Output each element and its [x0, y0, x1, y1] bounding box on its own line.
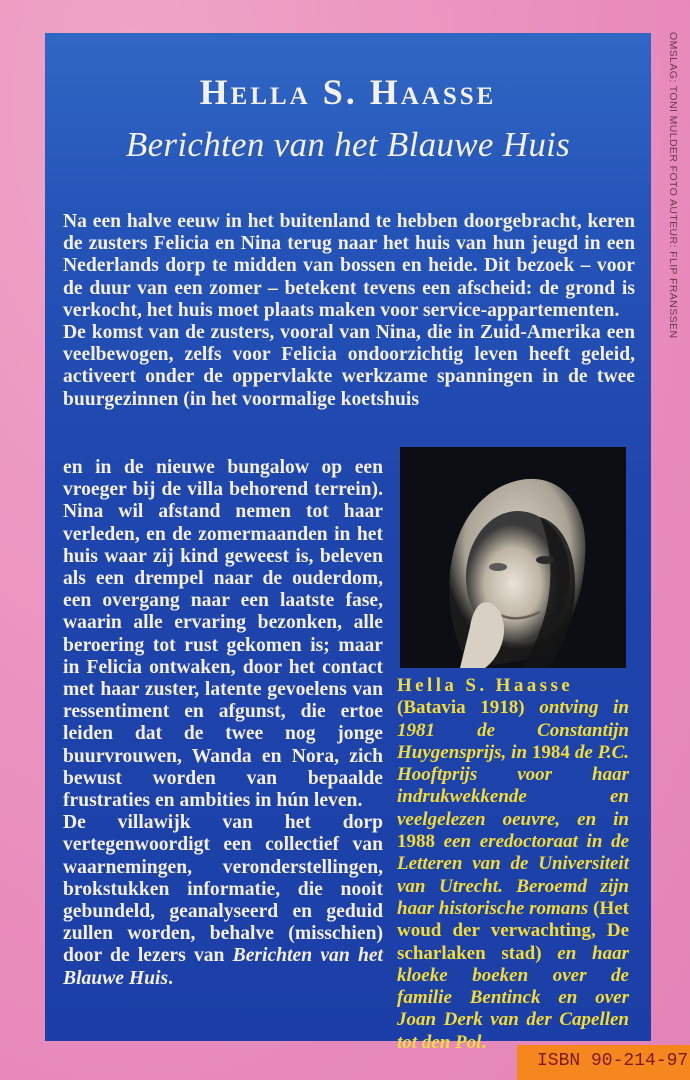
bio-year: 1984	[531, 741, 570, 763]
blurb-paragraph-2-start: De komst van de zusters, vooral van Nina, die in Zuid-Amerika een veelbewogen, zelfs voor Felicia ondoorzichtig leven heeft geleid, activeert onder de oppervlakte werkzame spanningen in de twee buurgezinnen (in het voormalige koetshuis	[63, 322, 635, 410]
blurb-title-reference: Berichten van het Blauwe Huis	[63, 945, 383, 989]
blurb-period: .	[168, 967, 173, 989]
blurb-paragraph-2-end: en in de nieuwe bungalow op een vroeger bij de villa behorend terrein). Nina wil afstand nemen tot haar verleden, en de zomermaanden in het huis waar zij kind geweest is, beleven als een drempel naar de ouderdom, een overgang naar een laatste fase, waarin alle ervaring bezonken, alle beroering tot rust gekomen is; maar in Felicia ontwaken, door het contact met haar zuster, latente gevoelens van ressentiment en afgunst, die ertoe leiden dat de twee nog jonge buurvrouwen, Wanda en Nora, zich bewust worden van bepaalde frustraties en ambities in hún leven.	[63, 457, 383, 812]
back-cover-panel	[45, 33, 651, 1053]
bio-birth: (Batavia 1918)	[397, 697, 525, 719]
blurb-paragraph-3	[63, 812, 383, 990]
bio-author-name: Hella S. Haasse	[397, 675, 574, 696]
bio-text: en haar kloeke boeken over de familie Bentinck en over Joan Derk van der Capellen tot den Pol	[397, 942, 629, 1053]
bio-text: een eredoctoraat in de Letteren van de Universiteit van Utrecht. Beroemd zijn haar historische romans	[397, 831, 629, 919]
author-bio	[397, 675, 629, 1054]
bio-year: 1988	[397, 831, 435, 853]
author-photo	[400, 447, 626, 668]
isbn-label: ISBN 90-214-97	[517, 1045, 690, 1080]
bio-text: de P.C. Hooftprijs voor haar indrukwekkende en veelgelezen oeuvre, en in	[397, 741, 629, 830]
author-name: Hella S. Haasse	[199, 72, 497, 112]
cover-credit: OMSLAG: TONI MULDER FOTO AUTEUR: FLIP FRANSSEN	[667, 32, 679, 339]
book-title: Berichten van het Blauwe Huis	[125, 125, 571, 164]
bio-text: ontving in 1981 de Constantijn Huygensprijs, in	[397, 697, 629, 763]
blurb-paragraph-3-text: De villawijk van het dorp vertegenwoordigt een collectief van waarnemingen, veronderstellingen, brokstukken informatie, die nooit gebundeld, geanalyseerd en geduid zullen worden, behalve (misschien) door de lezers van	[63, 812, 383, 967]
blurb-paragraph-1: Na een halve eeuw in het buitenland te hebben doorgebracht, keren de zusters Felicia en Nina terug naar het huis van hun jeugd in een Nederlands dorp te midden van bossen en heide. Dit bezoek – voor de duur van een zomer – betekent tevens een afscheid: de grond is verkocht, het huis moet plaats maken voor service-appartementen.	[63, 211, 635, 321]
blurb-narrow-column	[63, 457, 383, 990]
bio-period: .	[481, 1031, 487, 1053]
portrait-image-icon	[400, 447, 626, 668]
bio-novels: (Het woud der verwachting, De scharlaken stad)	[397, 897, 629, 964]
blurb-full-width	[63, 211, 635, 411]
